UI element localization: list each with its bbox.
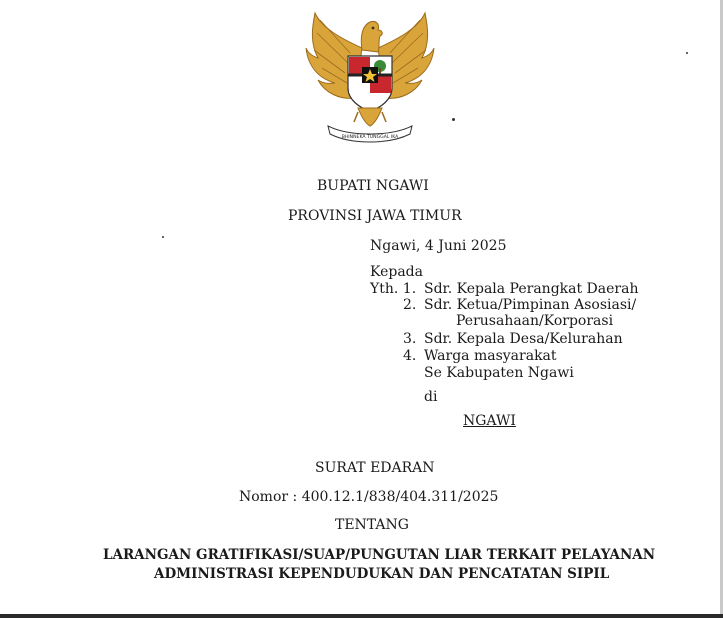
subject-line-1: LARANGAN GRATIFIKASI/SUAP/PUNGUTAN LIAR TERKAIT PELAYANAN xyxy=(103,547,656,563)
about-label: TENTANG xyxy=(335,517,409,533)
document-number: Nomor : 400.12.1/838/404.311/2025 xyxy=(239,489,499,505)
document-type-title: SURAT EDARAN xyxy=(315,460,435,476)
yth-prefix: Yth. 1. xyxy=(370,281,417,297)
recipient-number: 3. xyxy=(403,331,417,347)
recipient-item-continued: Se Kabupaten Ngawi xyxy=(424,365,574,381)
recipient-item-continued: Perusahaan/Korporasi xyxy=(456,313,614,329)
subject-line-2: ADMINISTRASI KEPENDUDUKAN DAN PENCATATAN SIPIL xyxy=(154,566,610,582)
recipient-number: 2. xyxy=(403,297,417,313)
official-title: BUPATI NGAWI xyxy=(317,178,429,194)
di-label: di xyxy=(424,389,438,405)
scan-speck xyxy=(162,236,164,238)
garuda-pancasila-emblem xyxy=(300,8,440,148)
scan-speck xyxy=(452,118,455,121)
recipient-number: 4. xyxy=(403,348,417,364)
recipient-item: Sdr. Ketua/Pimpinan Asosiasi/ xyxy=(424,297,637,313)
page-bottom-edge xyxy=(0,614,723,618)
recipient-item: Sdr. Kepala Perangkat Daerah xyxy=(424,281,639,297)
province-title: PROVINSI JAWA TIMUR xyxy=(288,208,462,224)
recipient-item: Sdr. Kepala Desa/Kelurahan xyxy=(424,331,623,347)
kepada-label: Kepada xyxy=(370,264,423,280)
destination-city: NGAWI xyxy=(463,413,516,429)
scan-speck xyxy=(686,52,688,54)
crest-motto: BHINNEKA TUNGGAL IKA xyxy=(341,135,399,140)
recipient-item: Warga masyarakat xyxy=(424,348,557,364)
date-line: Ngawi, 4 Juni 2025 xyxy=(370,238,507,254)
